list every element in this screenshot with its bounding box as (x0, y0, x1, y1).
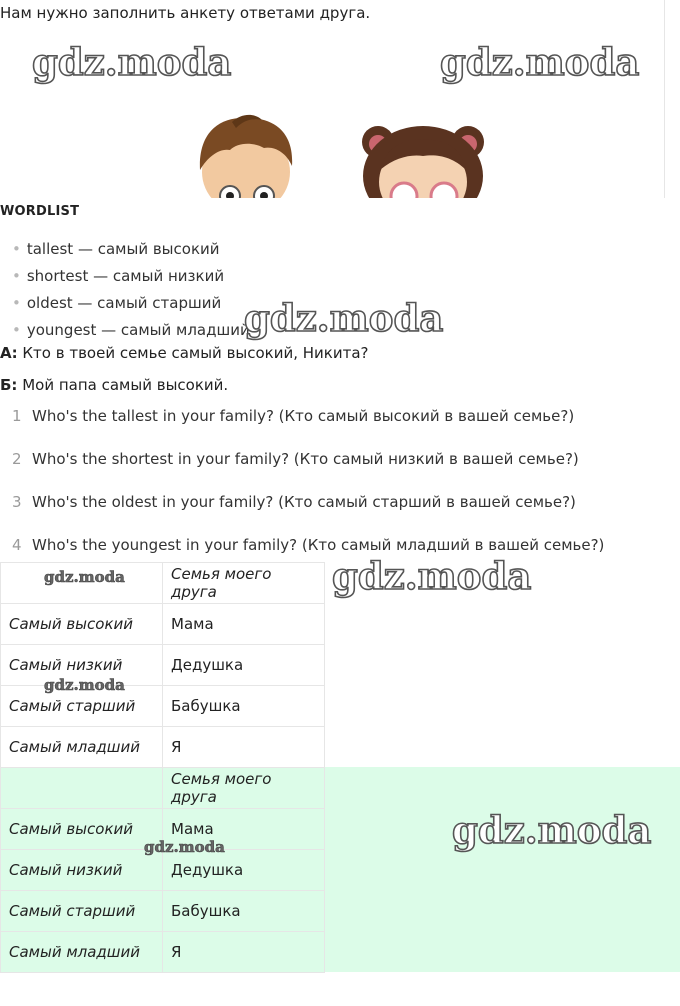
wordlist-item: • shortest — самый низкий (12, 267, 225, 285)
table-row (1, 604, 325, 645)
table-row (1, 768, 325, 809)
wordlist-title: WORDLIST (0, 204, 80, 219)
row-value: Я (163, 727, 325, 768)
intro-text: Нам нужно заполнить анкету ответами друга. (0, 4, 371, 22)
dialog-line-a: А: Кто в твоей семье самый высокий, Никита? (0, 344, 369, 362)
row-label: Самый высокий (1, 604, 163, 645)
row-label: Самый высокий (1, 809, 163, 850)
row-label: Самый старший (1, 891, 163, 932)
row-value: Бабушка (163, 891, 325, 932)
row-value: Мама (163, 604, 325, 645)
question-item: 1 Who's the tallest in your family? (Кто самый высокий в вашей семье?) (12, 407, 575, 425)
row-value: Бабушка (163, 686, 325, 727)
table-row (1, 891, 325, 932)
table-header: Семья моего друга (163, 768, 325, 809)
watermark: gdz.moda (144, 838, 225, 856)
bullet-icon: • (12, 321, 21, 339)
row-value: Дедушка (163, 850, 325, 891)
table-row (1, 932, 325, 973)
watermark: gdz.moda (44, 676, 125, 694)
watermark: gdz.moda (32, 40, 232, 84)
row-value: Мама (163, 809, 325, 850)
children-cartoon-image (190, 112, 510, 198)
bullet-icon: • (12, 240, 21, 258)
divider (664, 0, 665, 198)
watermark: gdz.moda (440, 40, 640, 84)
question-item: 3 Who's the oldest in your family? (Кто самый старший в вашей семье?) (12, 493, 576, 511)
row-label: Самый младший (1, 932, 163, 973)
row-value: Дедушка (163, 645, 325, 686)
watermark: gdz.moda (452, 808, 652, 852)
wordlist-item: • youngest — самый младший (12, 321, 250, 339)
wordlist-item: • tallest — самый высокий (12, 240, 220, 258)
row-label: Самый старший (1, 686, 163, 727)
row-label: Самый низкий (1, 850, 163, 891)
row-value: Я (163, 932, 325, 973)
table-header: Семья моего друга (163, 563, 325, 604)
question-item: 4 Who's the youngest in your family? (Кто самый младший в вашей семье?) (12, 536, 605, 554)
answer-table (0, 767, 325, 973)
friend-family-table (0, 562, 325, 768)
watermark: gdz.moda (244, 296, 444, 340)
dialog-line-b: Б: Мой папа самый высокий. (0, 376, 229, 394)
row-label: Самый низкий (1, 645, 163, 686)
watermark: gdz.moda (332, 554, 532, 598)
bullet-icon: • (12, 267, 21, 285)
children-illustration (190, 112, 510, 198)
watermark: gdz.moda (44, 568, 125, 586)
question-item: 2 Who's the shortest in your family? (Кто самый низкий в вашей семье?) (12, 450, 579, 468)
table-corner-cell (1, 768, 163, 809)
wordlist-item: • oldest — самый старший (12, 294, 222, 312)
row-label: Самый младший (1, 727, 163, 768)
table-row (1, 727, 325, 768)
bullet-icon: • (12, 294, 21, 312)
